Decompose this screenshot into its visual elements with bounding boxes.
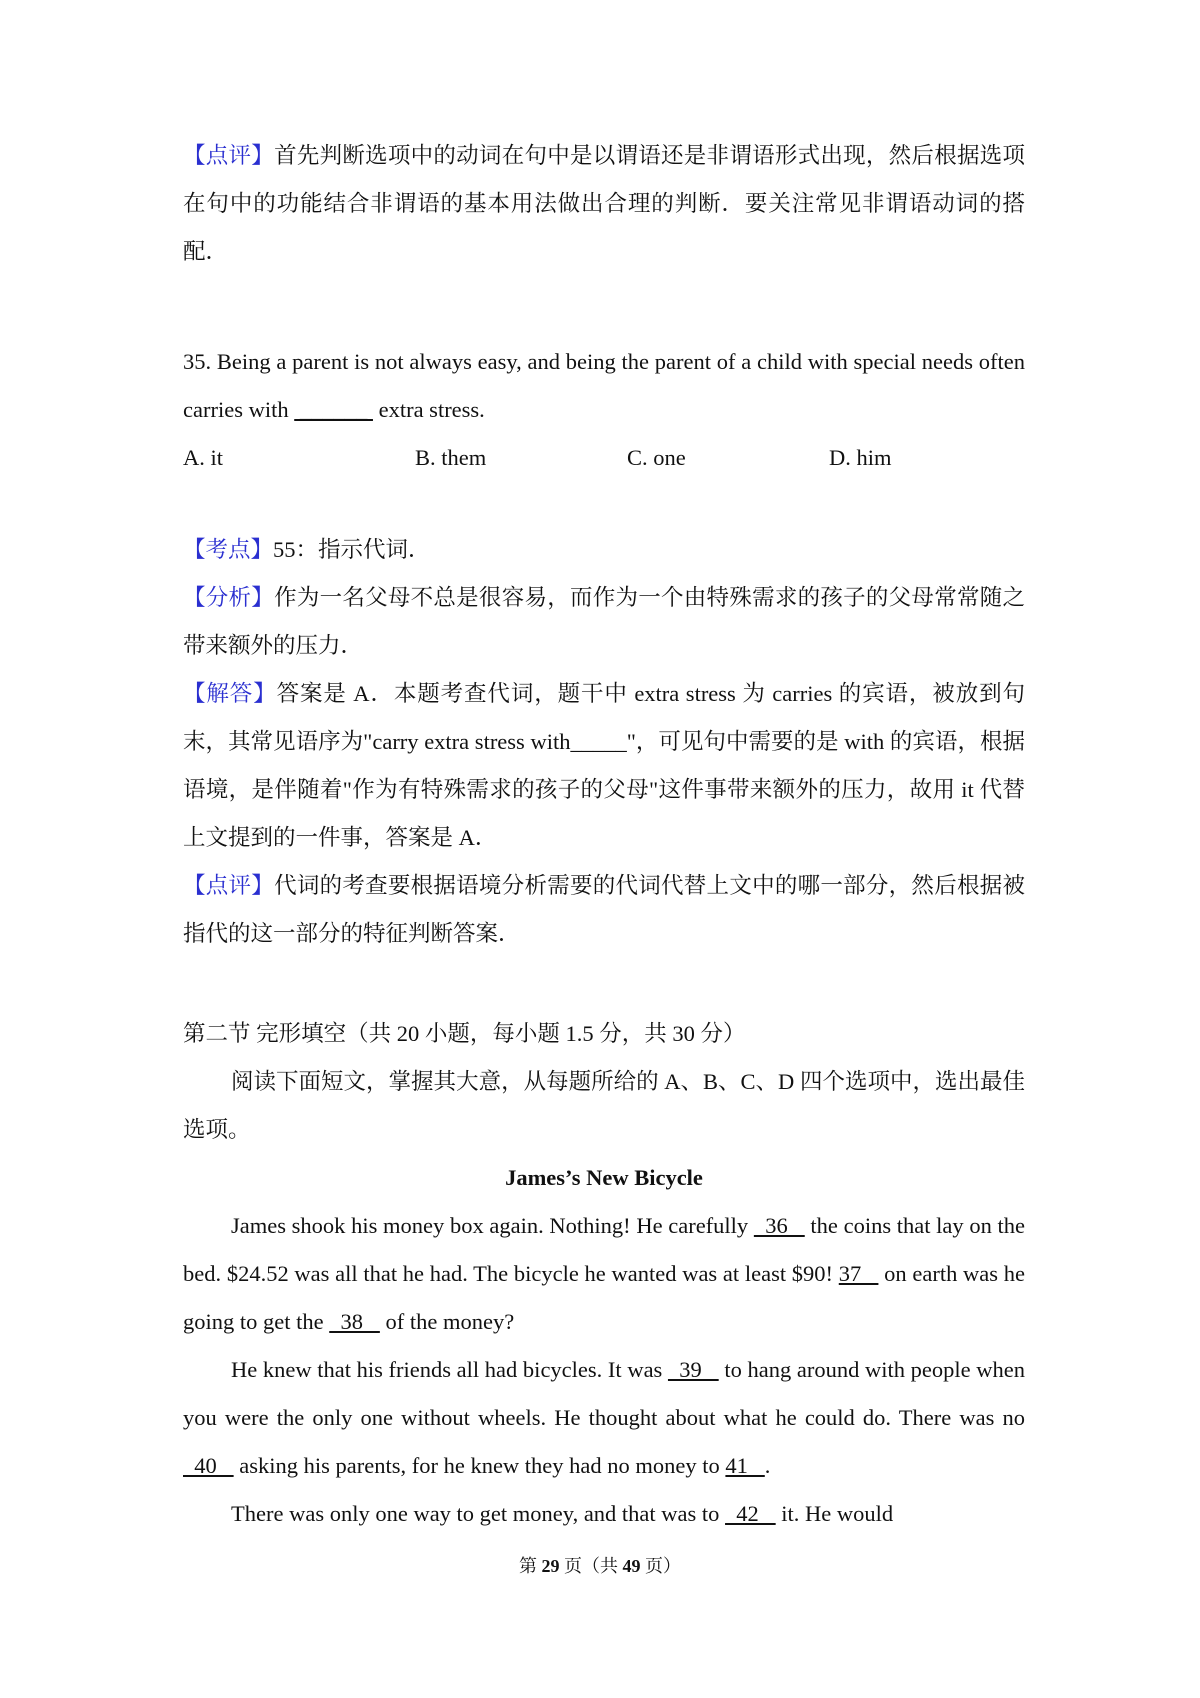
option-d: D. him bbox=[829, 445, 892, 470]
passage-text: He knew that his friends all had bicycles. It was bbox=[231, 1357, 668, 1382]
blank-42: 42 bbox=[725, 1501, 776, 1526]
total-pages: 49 bbox=[622, 1556, 641, 1576]
passage-paragraph-2 bbox=[183, 1346, 1025, 1490]
section-2 bbox=[183, 1010, 1025, 1538]
passage-text: the coins that lay on the bed. $24.52 was all that he had. The bicycle he wanted was at least $90! bbox=[183, 1213, 1026, 1286]
dianping-paragraph bbox=[183, 862, 1025, 958]
kaodian-tag: 【考点】 bbox=[183, 537, 274, 562]
page-footer bbox=[0, 1554, 1200, 1578]
blank-37: 37 bbox=[838, 1261, 879, 1286]
question-stem-part1: 35. Being a parent is not always easy, and being the parent of a child with special needs often carries with bbox=[183, 349, 1025, 422]
analysis-35-block bbox=[183, 526, 1025, 958]
jieda-text: 答案是 A．本题考查代词，题干中 extra stress 为 carries 的宾语，被放到句末，其常见语序为"carry extra stress with_____"，可见句中需要的是 with 的宾语，根据语境，是伴随着"作为有特殊需求的孩子的父母"这件事带来额外的压力，故用 it 代替上文提到的一件事，答案是 A． bbox=[183, 681, 1025, 850]
comment-tag: 【点评】 bbox=[183, 143, 275, 168]
jieda-tag: 【解答】 bbox=[183, 681, 277, 706]
section-instruction: 阅读下面短文，掌握其大意，从每题所给的 A、B、C、D 四个选项中，选出最佳选项。 bbox=[183, 1069, 1025, 1142]
option-b: B. them bbox=[415, 445, 487, 470]
answer-blank: ______ bbox=[294, 397, 373, 422]
fenxi-tag: 【分析】 bbox=[183, 585, 275, 610]
passage-text: it. He would bbox=[775, 1501, 894, 1526]
passage-text: asking his parents, for he knew they had no money to bbox=[233, 1453, 726, 1478]
option-c: C. one bbox=[627, 445, 686, 470]
question-35-options bbox=[183, 434, 1025, 482]
page-number: 29 bbox=[541, 1556, 560, 1576]
footer-prefix: 第 bbox=[519, 1556, 542, 1576]
passage-text: James shook his money box again. Nothing! He carefully bbox=[231, 1213, 754, 1238]
dianping-text: 代词的考查要根据语境分析需要的代词代替上文中的哪一部分，然后根据被指代的这一部分的特征判断答案． bbox=[183, 873, 1025, 946]
comment-34-paragraph bbox=[183, 132, 1025, 276]
fenxi-paragraph bbox=[183, 574, 1025, 670]
comment-34-block bbox=[183, 132, 1025, 276]
section-heading: 第二节 完形填空（共 20 小题，每小题 1.5 分，共 30 分） bbox=[183, 1021, 746, 1046]
kaodian-paragraph bbox=[183, 526, 1025, 574]
dianping-tag: 【点评】 bbox=[183, 873, 275, 898]
passage-title: James’s New Bicycle bbox=[505, 1165, 703, 1190]
option-a: A. it bbox=[183, 445, 224, 470]
passage-text: . bbox=[764, 1453, 771, 1478]
kaodian-text: 55：指示代词． bbox=[273, 537, 431, 562]
fenxi-text: 作为一名父母不总是很容易，而作为一个由特殊需求的孩子的父母常常随之带来额外的压力． bbox=[183, 585, 1025, 658]
blank-39: 39 bbox=[667, 1357, 719, 1382]
passage-text: There was only one way to get money, and that was to bbox=[231, 1501, 726, 1526]
footer-suffix: 页） bbox=[640, 1556, 681, 1576]
passage-text: to hang around with people when you were the only one without wheels. He thought about what he could do. There was no bbox=[183, 1357, 1025, 1430]
comment-text: 首先判断选项中的动词在句中是以谓语还是非谓语形式出现，然后根据选项在句中的功能结合非谓语的基本用法做出合理的判断．要关注常见非谓语动词的搭配． bbox=[183, 143, 1025, 264]
passage-text: of the money? bbox=[379, 1309, 515, 1334]
footer-middle: 页（共 bbox=[559, 1556, 623, 1576]
passage-paragraph-1 bbox=[183, 1202, 1025, 1346]
blank-36: 36 bbox=[753, 1213, 805, 1238]
question-35-stem bbox=[183, 338, 1025, 434]
blank-41: 41 bbox=[725, 1453, 765, 1478]
blank-38: 38 bbox=[329, 1309, 380, 1334]
question-stem-part2: extra stress. bbox=[378, 397, 485, 422]
jieda-paragraph bbox=[183, 670, 1025, 862]
passage-text: on earth was he going to get the bbox=[183, 1261, 1025, 1334]
passage-paragraph-3 bbox=[183, 1490, 1025, 1538]
question-35 bbox=[183, 338, 1025, 482]
blank-40: 40 bbox=[183, 1453, 234, 1478]
